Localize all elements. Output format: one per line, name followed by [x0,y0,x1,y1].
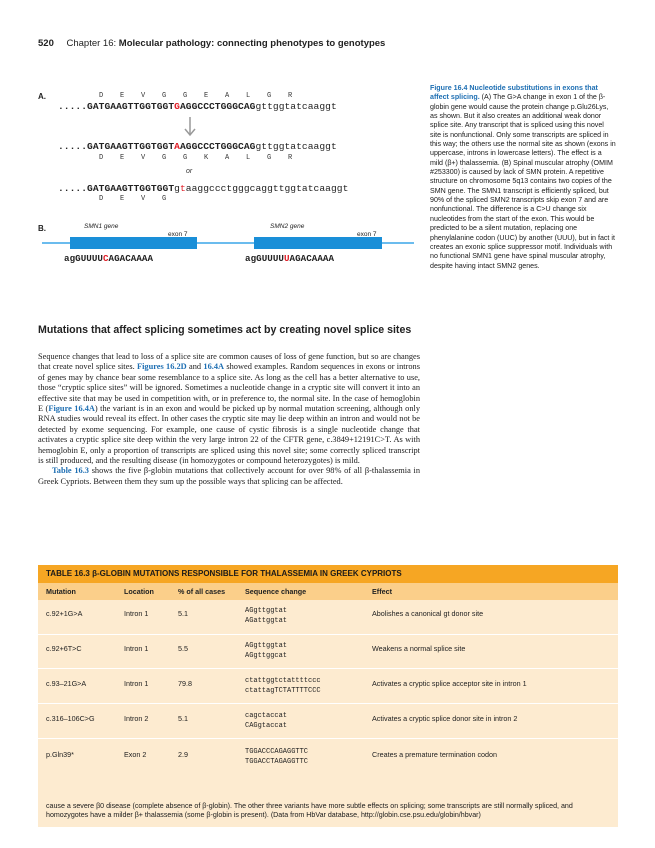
section-heading: Mutations that affect splicing sometimes act by creating novel splice sites [38,324,412,336]
cell-seq-normal: ctattggtctattttccc [245,677,321,685]
cell-effect: Activates a cryptic splice donor site in intron 2 [372,714,518,723]
paragraph-1: Sequence changes that lead to loss of a splice site are common causes of loss of gene function, but so are changes that create novel splice sites. Figures 16.2D and 16.4A showed examples. Random sequences in exons or introns of genes may by chance bear some resemblance to a splice site. As long as the cell has a better alternative to use, those “cryptic splice sites” will be ignored. Sometimes a nucleotide change in a cryptic site will convert it into an effective site that may be used in competition with, or in preference to, the normal site. In the case of hemoglobin E (Figure 16.4A) the variant is in an exon and would be picked up by normal mutation screening, although only RNA studies would reveal its effect. In other cases the cryptic site may lie deep within an intron and would not be detected by exome sequencing. For example, one cause of cystic fibrosis is a single nucleotide change that activates a cryptic splice site deep within the very large intron 22 of the CFTR gene, c.3849+12191C>T. As with hemoglobin E, only a proportion of transcripts are spliced using this novel site; some correctly spliced transcript is still produced, and the resulting disease (in homozygotes or compound heterozygotes) is mild. [38,352,421,466]
sequence-mutant-exon: .....GATGAAGTTGGTGGTAAGGCCCTGGGCAGgttggtatcaaggt [58,141,337,152]
cell-seq-mutant: AGgttggcat [245,652,288,660]
smn1-gene-label: SMN1 gene [84,223,119,230]
caption-text: (A) The G>A change in exon 1 of the β-globin gene would cause the protein change p.Glu26Lys, as shown. But it also creates an additional weak donor splice site. Any transcript that is spliced using this novel site is nonfunctional. Only some transcripts are spliced in this way; the others use the normal site as shown (exons in uppercase, introns in lowercase letters). The effect is a mild (β+) thalassemia. (B) Spinal muscular atrophy (OMIM #253300) is caused by lack of SMN protein. A repetitive structure on chromosome 5q13 contains two copies of the SMN gene. The SMN1 transcript is efficiently spliced, but 90% of the spliced SMN2 transcripts skip exon 7 and are nonfunctional. The difference is a C>U change six nucleotides from the start of the exon. This would be predicted to be a silent mutation, replacing one phenylalanine codon (UUC) by another (UUU), but in fact it creates an exonic splice suppressor motif. Individuals with no functional SMN1 gene have spinal muscular atrophy, despite having intact SMN2 genes. [430,93,616,270]
table-footnote: cause a severe β0 disease (complete absence of β-globin). The other three variants have more subtle effects on splicing; some transcripts are still normally spliced, and homozygotes have a milder β+ thalassemia (some β-globin is present). (Data from HbVar database, http://globin.cse.psu.edu/globin/hbvar) [38,776,618,827]
cell-mutation: p.Gln39* [46,750,74,759]
cell-location: Intron 2 [124,714,149,723]
paragraph-2: Table 16.3 shows the five β-globin mutations that collectively account for over 98% of all β-thalassemia in Greek Cypriots. Between them they sum up the possible ways that splicing can be affected. [38,466,421,486]
exon7-label-2: exon 7 [357,231,377,238]
smn2-sequence: agGUUUUUAGACAAAA [245,253,335,264]
col-header-pct: % of all cases [178,587,226,596]
smn2-exon7-box [254,237,382,249]
cell-effect: Creates a premature termination codon [372,750,498,759]
smn1-exon7-box [70,237,197,249]
table-header-row [38,583,618,600]
table-title: TABLE 16.3 β-GLOBIN MUTATIONS RESPONSIBLE FOR THALASSEMIA IN GREEK CYPRIOTS [38,565,618,583]
cell-seq-mutant: ctattagTCTATTTTCCC [245,687,321,695]
cell-mutation: c.92+1G>A [46,609,83,618]
table-16-3 [38,565,618,827]
chapter-title: Molecular pathology: connecting phenotypes to genotypes [118,38,386,49]
cell-pct: 79.8 [178,679,192,688]
cell-seq-normal: cagctaccat [245,712,288,720]
cell-seq-mutant: CAGgtaccat [245,722,288,730]
panel-b-label: B. [38,224,46,233]
exon7-label-1: exon 7 [168,231,188,238]
amino-acid-row-2: D E V G G K A L G R [99,154,293,162]
cell-mutation: c.92+6T>C [46,644,82,653]
caption-title: Figure 16.4 Nucleotide substitutions in exons that affect splicing. [430,84,598,102]
amino-acid-row-3: D E V G [99,195,167,203]
cell-seq-mutant: TGGACCTAGAGGTTC [245,758,309,766]
cell-pct: 5.1 [178,609,188,618]
sequence-mutant-spliced: .....GATGAAGTTGGTGGTgtaaggccctgggcaggttggtatcaaggt [58,183,349,194]
cell-location: Intron 1 [124,679,149,688]
running-head [38,38,385,49]
col-header-effect: Effect [372,587,392,596]
col-header-mutation: Mutation [46,587,76,596]
table-link-16-3[interactable]: Table 16.3 [52,466,89,476]
cell-seq-mutant: AGattggtat [245,617,288,625]
cell-pct: 5.5 [178,644,188,653]
table-body [38,600,618,800]
col-header-location: Location [124,587,154,596]
row-divider [38,738,618,739]
cell-effect: Abolishes a canonical gt donor site [372,609,484,618]
cell-seq-normal: AGgttggtat [245,607,288,615]
figure-link-16-4a-inline[interactable]: Figure 16.4A [48,404,95,414]
row-divider [38,668,618,669]
figure-link-16-4a[interactable]: 16.4A [203,362,225,372]
cell-pct: 2.9 [178,750,188,759]
or-label: or [186,168,193,175]
row-divider [38,634,618,635]
row-divider [38,703,618,704]
cell-pct: 5.1 [178,714,188,723]
panel-a-label: A. [38,92,46,101]
cell-mutation: c.93–21G>A [46,679,87,688]
cell-location: Intron 1 [124,644,149,653]
smn1-sequence: agGUUUUCAGACAAAA [64,253,154,264]
cell-location: Exon 2 [124,750,147,759]
chapter-label: Chapter 16: [66,38,117,49]
down-arrow-icon [182,116,198,140]
figure-caption [430,84,616,271]
smn2-gene-label: SMN2 gene [270,223,305,230]
cell-effect: Weakens a normal splice site [372,644,466,653]
cell-effect: Activates a cryptic splice acceptor site in intron 1 [372,679,527,688]
body-text [38,352,420,487]
figure-link-16-2d[interactable]: Figures 16.2D [137,362,187,372]
amino-acid-row-1: D E V G G E A L G R [99,92,293,100]
sequence-normal: .....GATGAAGTTGGTGGTGAGGCCCTGGGCAGgttggtatcaaggt [58,101,337,112]
cell-location: Intron 1 [124,609,149,618]
col-header-sequence: Sequence change [245,587,307,596]
page-number: 520 [38,38,54,49]
cell-seq-normal: TGGACCCAGAGGTTC [245,748,309,756]
cell-mutation: c.316–106C>G [46,714,95,723]
cell-seq-normal: AGgttggtat [245,642,288,650]
